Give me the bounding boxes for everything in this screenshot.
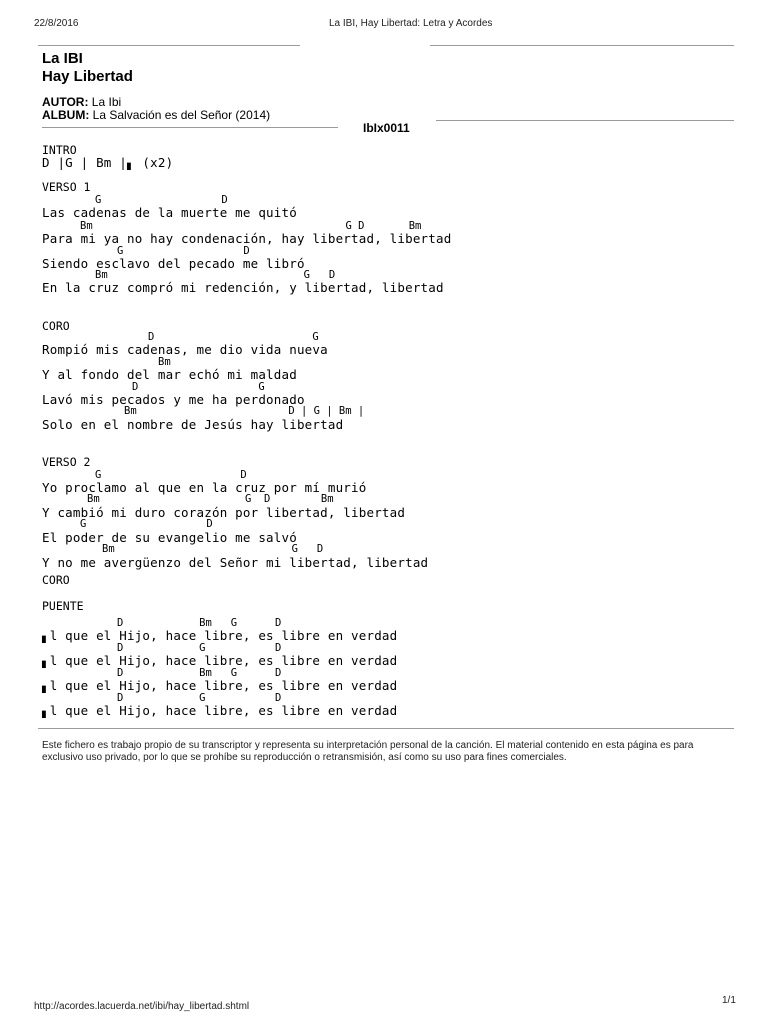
- verso2-chord-line-1: G D: [95, 469, 247, 481]
- print-date: 22/8/2016: [34, 18, 79, 29]
- verso2-label: VERSO 2: [42, 455, 91, 469]
- header-rule-left: [38, 45, 300, 46]
- verso1-chord-line-4: Bm G D: [95, 269, 336, 281]
- autor-value[interactable]: La Ibi: [91, 95, 122, 109]
- footer-rule: [38, 728, 734, 729]
- autor-line: [42, 95, 121, 109]
- puente-label: PUENTE: [42, 599, 84, 613]
- autor-label: AUTOR:: [42, 95, 89, 109]
- album-value[interactable]: La Salvación es del Señor (2014): [92, 108, 271, 122]
- verso1-lyric-line-1: Las cadenas de la muerte me quitó: [42, 205, 297, 220]
- coro-lyric-line-1: Rompió mis cadenas, me dio vida nueva: [42, 342, 328, 357]
- meta-rule-left: [42, 127, 338, 128]
- verso1-chord-line-3: G D: [117, 245, 250, 257]
- verso2-chord-line-3: G D: [80, 518, 213, 530]
- verso1-lyric-line-3: Siendo esclavo del pecado me libró: [42, 256, 305, 271]
- verso2-lyric-line-3: El poder de su evangelio me salvó: [42, 530, 297, 545]
- verso2-lyric-line-1: Yo proclamo al que en la cruz por mí murió: [42, 480, 367, 495]
- song-code: IbIx0011: [363, 121, 410, 135]
- puente-lyric-line-2: ▖l que el Hijo, hace libre, es libre en verdad: [42, 653, 398, 668]
- artist-name: La IBI: [42, 50, 83, 67]
- page-number: 1/1: [722, 995, 736, 1006]
- puente-chord-line-2: D G D: [117, 642, 282, 654]
- song-title: Hay Libertad: [42, 68, 133, 85]
- puente-lyric-line-4: ▖l que el Hijo, hace libre, es libre en verdad: [42, 703, 398, 718]
- print-title: La IBI, Hay Libertad: Letra y Acordes: [329, 18, 493, 29]
- verso1-lyric-line-2: Para mi ya no hay condenación, hay libertad, libertad: [42, 231, 452, 246]
- verso1-label: VERSO 1: [42, 180, 91, 194]
- verso2-lyric-line-4: Y no me avergüenzo del Señor mi libertad, libertad: [42, 555, 429, 570]
- coro-lyric-line-2: Y al fondo del mar echó mi maldad: [42, 367, 297, 382]
- page-url[interactable]: http://acordes.lacuerda.net/ibi/hay_libertad.shtml: [34, 1001, 250, 1012]
- coro-chord-line-2: Bm: [158, 356, 171, 368]
- coro-chord-line-4: Bm D | G | Bm |: [124, 405, 365, 417]
- meta-rule-right: [436, 120, 734, 121]
- coro-repeat-label: CORO: [42, 573, 70, 587]
- intro-chords: D |G | Bm |▖ (x2): [42, 155, 174, 170]
- verso2-lyric-line-2: Y cambió mi duro corazón por libertad, libertad: [42, 505, 406, 520]
- puente-chord-line-3: D Bm G D: [117, 667, 282, 679]
- coro-chord-line-3: D G: [132, 381, 265, 393]
- disclaimer: Este fichero es trabajo propio de su transcriptor y representa su interpretación personal de la canción. El material contenido en esta página es para exclusivo uso privado, por lo que se prohíbe su reproducción o retransmisión, así como su uso para fines comerciales.: [42, 740, 694, 763]
- album-line: [42, 108, 270, 122]
- puente-chord-line-1: D Bm G D: [117, 617, 282, 629]
- verso1-chord-line-2: Bm G D Bm: [80, 220, 422, 232]
- verso1-lyric-line-4: En la cruz compró mi redención, y libertad, libertad: [42, 280, 444, 295]
- coro-chord-line-1: D G: [148, 331, 319, 343]
- intro-label: INTRO: [42, 143, 77, 157]
- verso2-chord-line-2: Bm G D Bm: [87, 493, 334, 505]
- album-label: ALBUM:: [42, 108, 90, 122]
- puente-chord-line-4: D G D: [117, 692, 282, 704]
- header-rule-right: [430, 45, 734, 46]
- puente-lyric-line-3: ▖l que el Hijo, hace libre, es libre en verdad: [42, 678, 398, 693]
- verso1-chord-line-1: G D: [95, 194, 228, 206]
- coro-lyric-line-4: Solo en el nombre de Jesús hay libertad: [42, 417, 344, 432]
- puente-lyric-line-1: ▖l que el Hijo, hace libre, es libre en verdad: [42, 628, 398, 643]
- verso2-chord-line-4: Bm G D: [102, 543, 324, 555]
- coro-label: CORO: [42, 319, 70, 333]
- coro-lyric-line-3: Lavó mis pecados y me ha perdonado: [42, 392, 305, 407]
